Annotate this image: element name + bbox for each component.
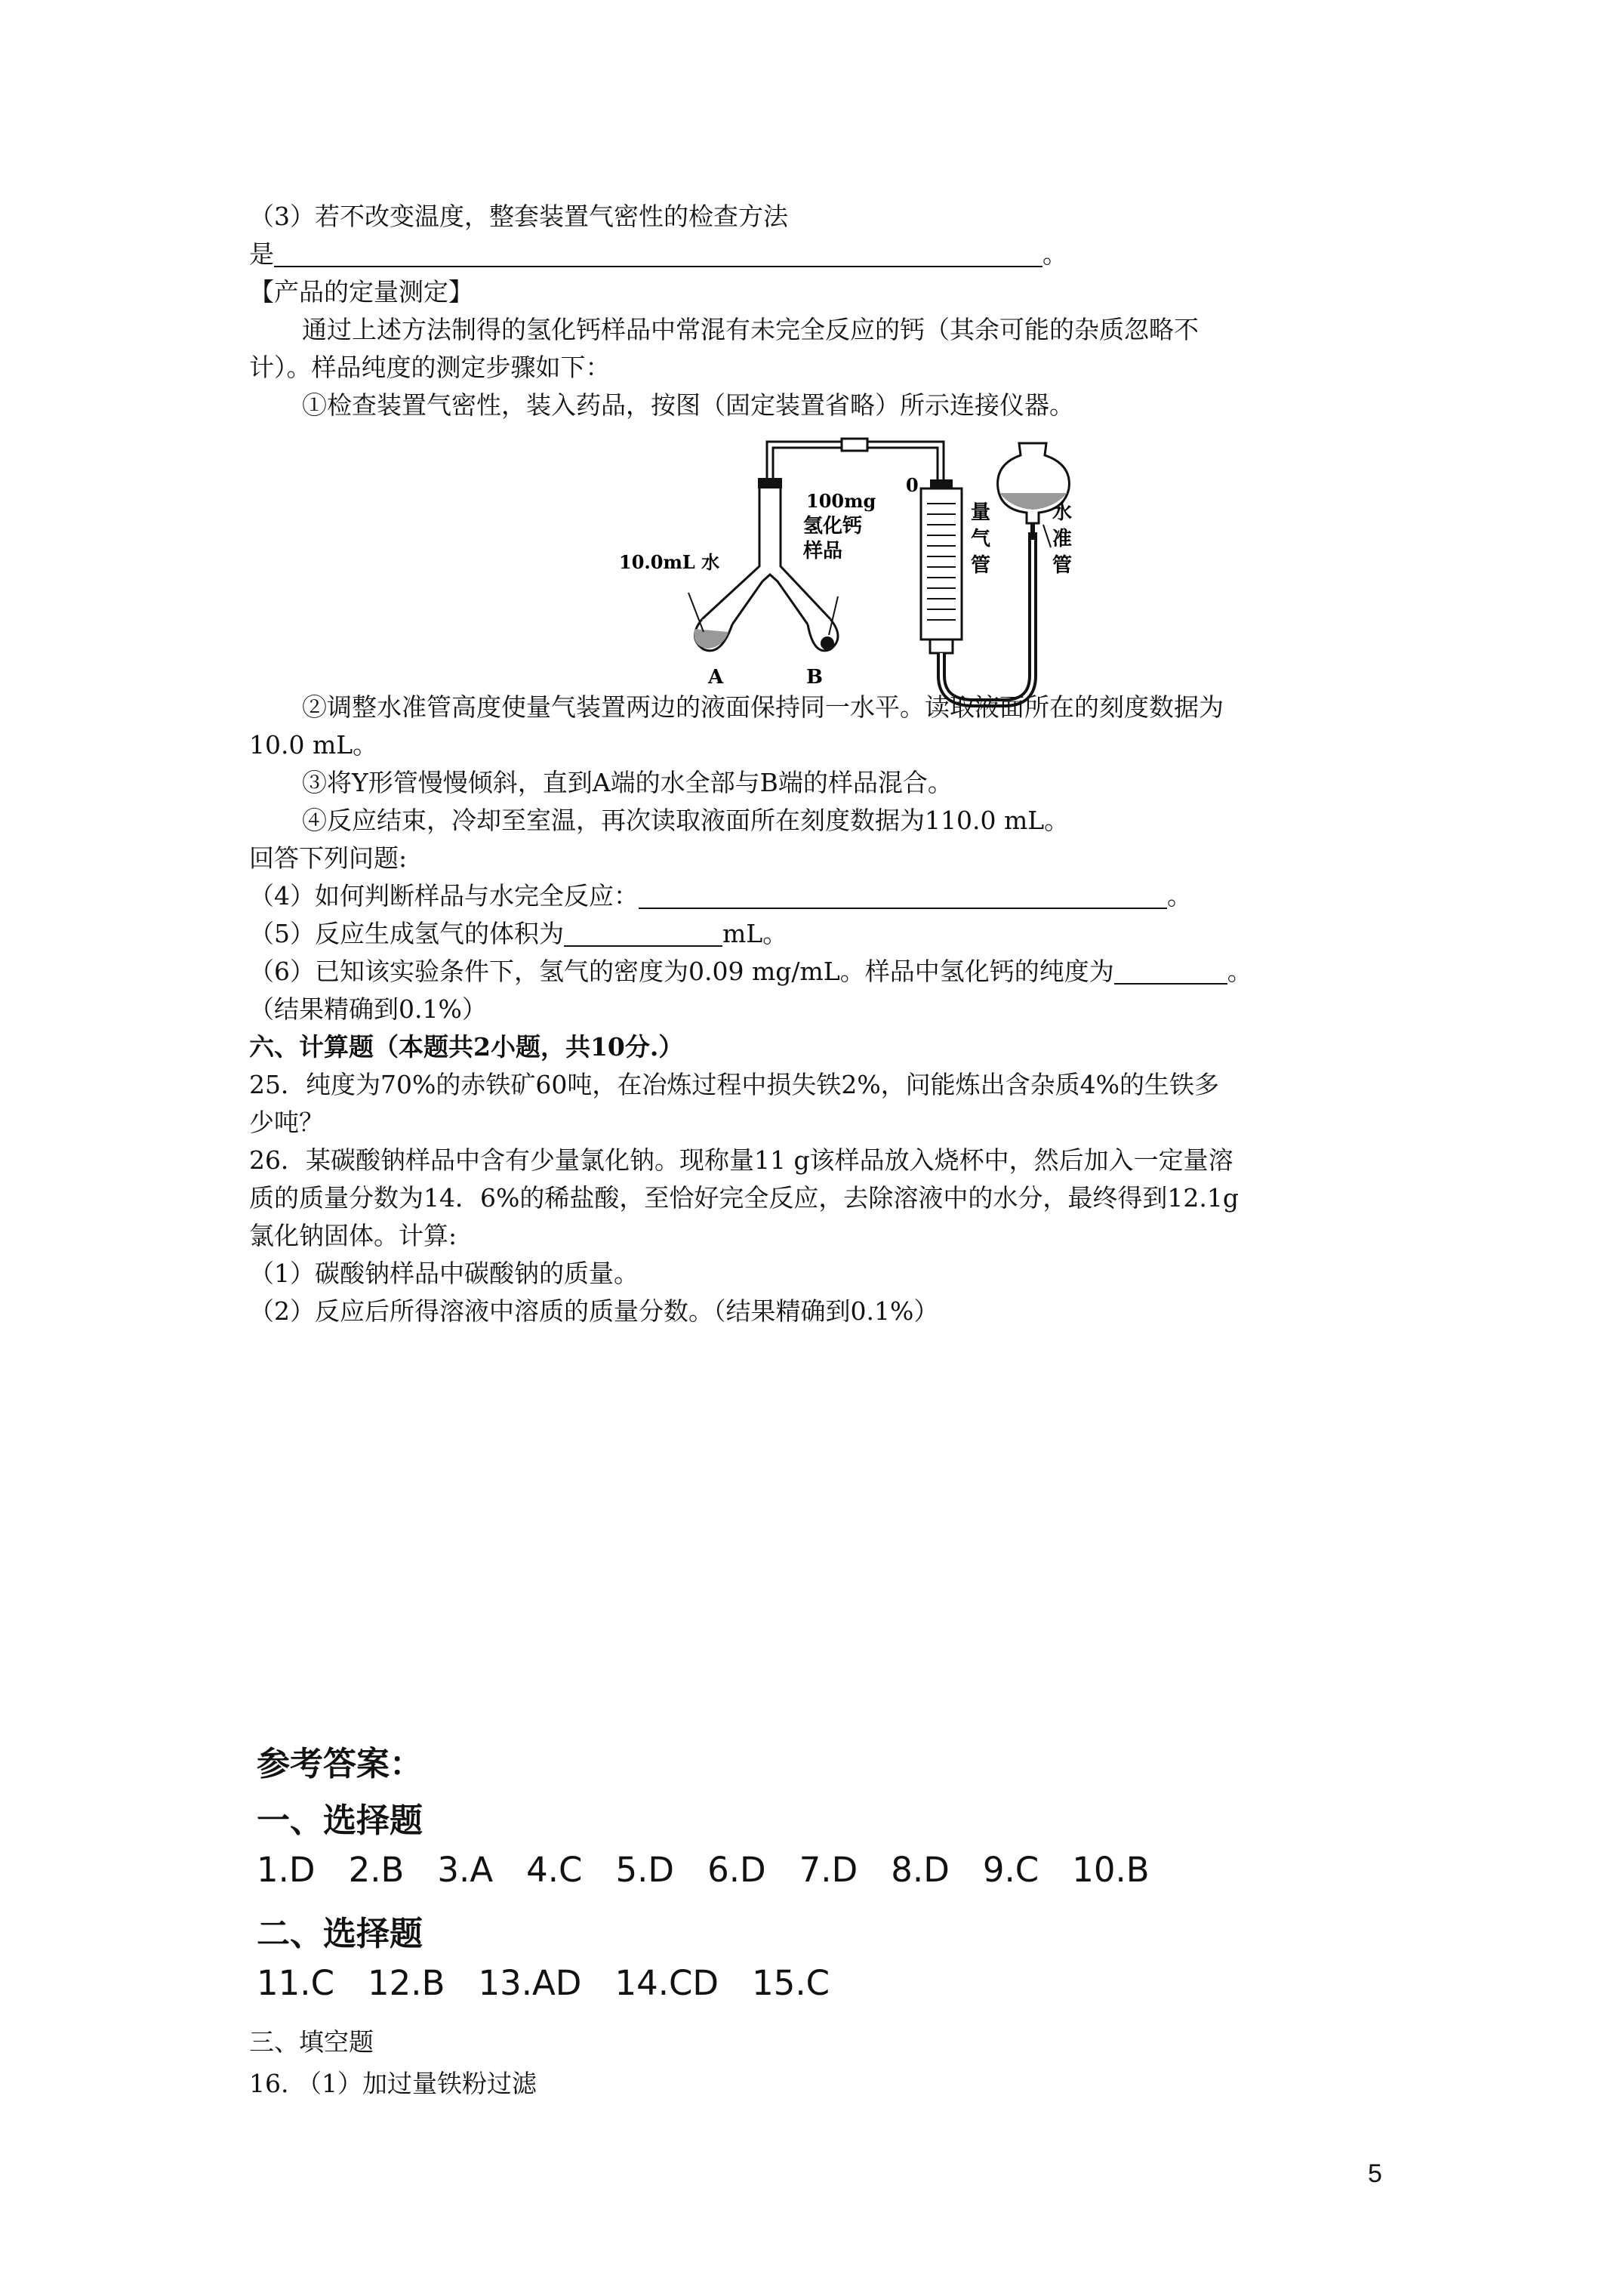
- level-tube-label-3: 管: [1052, 554, 1073, 577]
- q26-sub1: （1）碳酸钠样品中碳酸钠的质量。: [249, 1259, 639, 1288]
- q25-line1: 25．纯度为70%的赤铁矿60吨，在冶炼过程中损失铁2%，问能炼出含杂质4%的生铁多: [249, 1070, 1220, 1099]
- answer-2: 2.B: [348, 1850, 405, 1890]
- q3-suffix: 。: [1042, 239, 1067, 269]
- answer-15: 15.C: [752, 1963, 830, 2003]
- q3-line2: [249, 236, 1067, 273]
- gas-tube-label-1: 量: [971, 501, 991, 524]
- answer-10: 10.B: [1072, 1850, 1150, 1890]
- q5-line: [249, 915, 787, 953]
- answers-sec2: 二、选择题: [257, 1915, 423, 1953]
- label-a: A: [708, 666, 724, 689]
- gas-measuring-tube: [921, 488, 962, 639]
- answer-3: 3.A: [437, 1850, 494, 1890]
- q3-answer-blank[interactable]: [274, 239, 1042, 267]
- q6-note: （结果精确到0.1%）: [249, 994, 487, 1024]
- gas-tube-label-2: 气: [971, 528, 991, 550]
- q5-suffix: mL。: [722, 919, 788, 948]
- sample-in-b: [821, 636, 834, 650]
- intro-line2: 计）。样品纯度的测定步骤如下：: [249, 353, 611, 382]
- answers-sec3: 三、填空题: [249, 2027, 374, 2057]
- answer-11: 11.C: [257, 1963, 334, 2003]
- level-tube-label-1: 水: [1052, 501, 1073, 524]
- answer-5: 5.D: [615, 1850, 675, 1890]
- answer-prompt: 回答下列问题:: [249, 843, 408, 873]
- answer-6: 6.D: [707, 1850, 766, 1890]
- step2-line2: 10.0 mL。: [249, 730, 378, 760]
- level-tube-label-2: 准: [1052, 528, 1073, 550]
- sample-label-1: 100mg: [806, 490, 876, 512]
- q26-line3: 氯化钠固体。计算:: [249, 1221, 457, 1250]
- zero-mark: 0: [906, 474, 919, 496]
- q26-sub2: （2）反应后所得溶液中溶质的质量分数。（结果精确到0.1%）: [249, 1296, 939, 1326]
- q5-prefix: （5）反应生成氢气的体积为: [249, 919, 564, 948]
- q4-prefix: （4）如何判断样品与水完全反应：: [249, 881, 639, 911]
- answer-8: 8.D: [891, 1850, 950, 1890]
- q3-prefix: 是: [249, 239, 274, 269]
- answer-1: 1.D: [257, 1850, 316, 1890]
- q26-line1: 26．某碳酸钠样品中含有少量氯化钠。现称量11 g该样品放入烧杯中，然后加入一定量溶: [249, 1145, 1233, 1175]
- step2-line1: ②调整水准管高度使量气装置两边的液面保持同一水平。读取液面所在的刻度数据为: [302, 692, 1224, 722]
- q25-line2: 少吨？: [249, 1108, 324, 1137]
- section-quant-heading: 【产品的定量测定】: [249, 277, 473, 307]
- q6-answer-blank[interactable]: [1114, 956, 1227, 985]
- q26-line2: 质的质量分数为14．6%的稀盐酸，至恰好完全反应，去除溶液中的水分，最终得到12.1g: [249, 1183, 1239, 1213]
- q3-line1: （3）若不改变温度，整套装置气密性的检查方法: [249, 202, 788, 231]
- label-b: B: [806, 666, 823, 689]
- answer-7: 7.D: [799, 1850, 858, 1890]
- answers-title: 参考答案：: [257, 1745, 423, 1783]
- intro-line1: 通过上述方法制得的氢化钙样品中常混有未完全反应的钙（其余可能的杂质忽略不: [302, 315, 1199, 344]
- q5-answer-blank[interactable]: [564, 918, 722, 947]
- answers-row1: [257, 1850, 1183, 1890]
- answer-12: 12.B: [368, 1963, 445, 2003]
- answer-14: 14.CD: [614, 1963, 719, 2003]
- q4-line: [249, 877, 1192, 915]
- gas-tube-label-3: 管: [971, 554, 991, 577]
- q6-prefix: （6）已知该实验条件下，氢气的密度为0.09 mg/mL。样品中氢化钙的纯度为: [249, 957, 1114, 986]
- answer-16: 16. （1）加过量铁粉过滤: [249, 2069, 537, 2098]
- answer-9: 9.C: [982, 1850, 1039, 1890]
- answers-row2: [257, 1963, 863, 2003]
- water-label: 10.0mL 水: [619, 551, 720, 573]
- step1: ①检查装置气密性，装入药品，按图（固定装置省略）所示连接仪器。: [302, 390, 1074, 420]
- answer-13: 13.AD: [478, 1963, 582, 2003]
- clamp-icon: [842, 439, 867, 451]
- step3: ③将Y形管慢慢倾斜，直到A端的水全部与B端的样品混合。: [302, 768, 953, 797]
- q4-answer-blank[interactable]: [639, 880, 1167, 909]
- answers-sec1: 一、选择题: [257, 1801, 423, 1840]
- sample-label-2: 氢化钙: [803, 515, 863, 538]
- sample-label-3: 样品: [803, 540, 843, 562]
- q6-suffix: 。: [1227, 957, 1252, 986]
- y-tube-stopper: [758, 478, 782, 488]
- q4-suffix: 。: [1167, 881, 1192, 911]
- apparatus-diagram: [619, 434, 1102, 713]
- q6-line: [249, 953, 1252, 991]
- page-number: 5: [1368, 2159, 1382, 2188]
- answer-4: 4.C: [526, 1850, 583, 1890]
- step4: ④反应结束，冷却至室温，再次读取液面所在刻度数据为110.0 mL。: [302, 806, 1070, 835]
- section6-heading: 六、计算题（本题共2小题，共10分.）: [249, 1032, 684, 1062]
- water-in-a: [694, 629, 728, 649]
